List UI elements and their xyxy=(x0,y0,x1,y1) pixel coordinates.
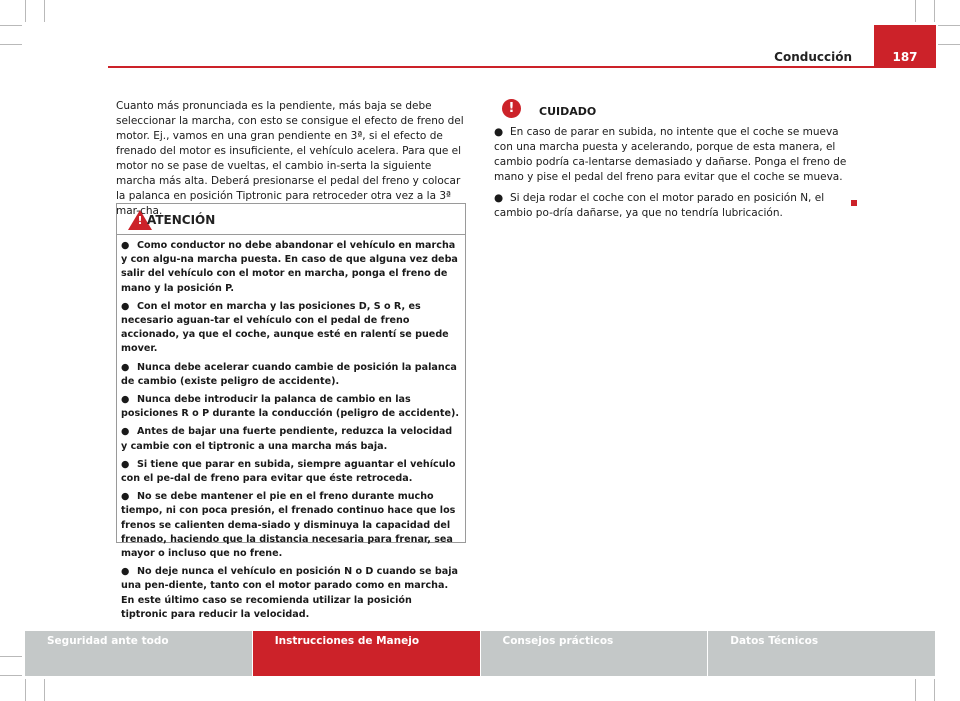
warning-exclamation: ! xyxy=(137,214,143,227)
crop-mark xyxy=(934,0,935,22)
bullet-icon: ● xyxy=(121,491,130,503)
bullet-icon: ● xyxy=(121,394,130,406)
list-item: ● Antes de bajar una fuerte pendiente, reduzca la velocidad y cambie con el tiptronic a una marcha más baja. xyxy=(121,426,453,452)
list-item: ● No se debe mantener el pie en el freno durante mucho tiempo, ni con poca presión, el frenado continuo hace que los frenos se calienten dema-siado y disminuya la capacidad del frenado, haciendo que la distancia necesaria para frenar, sea mayor o incluso que no frene. xyxy=(121,491,456,560)
list-item: ● Nunca debe introducir la palanca de cambio en las posiciones R o P durante la conducción (peligro de accidente). xyxy=(121,394,459,420)
caution-icon: ! xyxy=(502,99,521,118)
crop-mark xyxy=(44,0,45,22)
list-item: ● Como conductor no debe abandonar el vehículo en marcha y con algu-na marcha puesta. En caso de que alguna vez deba salir del vehículo con el motor en marcha, ponga el freno de mano y la posición P. xyxy=(121,240,458,294)
bullet-icon: ● xyxy=(121,300,130,312)
crop-mark xyxy=(25,0,26,22)
crop-mark xyxy=(0,44,22,45)
bullet-icon: ● xyxy=(494,126,504,138)
caution-header xyxy=(494,99,854,125)
caution-title: CUIDADO xyxy=(539,105,597,118)
crop-mark xyxy=(25,679,26,701)
warning-box xyxy=(116,203,466,620)
crop-mark xyxy=(915,0,916,22)
warning-body xyxy=(117,235,465,622)
crop-mark xyxy=(0,656,22,657)
crop-mark xyxy=(938,44,960,45)
bullet-icon: ● xyxy=(121,240,130,251)
crop-mark xyxy=(0,675,22,676)
warning-title: ATENCIÓN xyxy=(147,213,216,227)
crop-mark xyxy=(915,679,916,701)
intro-paragraph: Cuanto más pronunciada es la pendiente, más baja se debe seleccionar la marcha, con esto se consigue el efecto de freno del motor. Ej., vamos en una gran pendiente en 3ª, si el efecto de frenado del motor es insuficiente, el vehículo acelera. Para que el motor no se pase de vueltas, el cambio in-serta la siguiente marcha más alta. Deberá presionarse el pedal del freno y colocar la palanca en posición Tiptronic para retroceder otra vez a la 3ª mar-cha. xyxy=(116,100,464,217)
bullet-icon: ● xyxy=(121,566,130,578)
crop-mark xyxy=(934,679,935,701)
list-item: ● Nunca debe acelerar cuando cambie de posición la palanca de cambio (existe peligro de accidente). xyxy=(121,361,457,387)
tab-seguridad[interactable]: Seguridad ante todo xyxy=(25,631,253,676)
list-item: ● Si tiene que parar en subida, siempre aguantar el vehículo con el pe-dal de freno para evitar que éste retroceda. xyxy=(121,458,456,485)
tab-instrucciones[interactable]: Instrucciones de Manejo xyxy=(253,631,481,676)
warning-header xyxy=(117,204,465,235)
right-column xyxy=(494,99,854,227)
list-item: ● Si deja rodar el coche con el motor parado en posición N, el cambio po-dría dañarse, ya que no tendría lubricación. xyxy=(494,192,825,219)
list-item: ● Con el motor en marcha y las posiciones D, S o R, es necesario aguan-tar el vehículo con el pedal de freno accionado, ya que el coche, aunque esté en ralentí se puede mover. xyxy=(121,300,449,355)
bullet-icon: ● xyxy=(121,361,130,373)
crop-mark xyxy=(938,25,960,26)
bullet-icon: ● xyxy=(121,458,130,470)
crop-mark xyxy=(0,25,22,26)
tab-datos[interactable]: Datos Técnicos xyxy=(708,631,935,676)
crop-mark xyxy=(44,679,45,701)
page-number: 187 xyxy=(892,50,918,64)
footer-tabs xyxy=(25,631,935,676)
list-item: ● No deje nunca el vehículo en posición N o D cuando se baja una pen-diente, tanto con el motor parado como en marcha. En este último caso se recomienda utilizar la posición tiptronic para reducir la velocidad. xyxy=(121,566,458,620)
list-item: ● En caso de parar en subida, no intente que el coche se mueva con una marcha puesta y acelerando, porque de esta manera, el cambio podría ca-lentarse demasiado y dañarse. Ponga el freno de mano y pise el pedal del freno para evitar que el coche se mueva. xyxy=(494,126,847,183)
section-title: Conducción xyxy=(774,50,852,64)
section-end-marker xyxy=(851,200,857,206)
bullet-icon: ● xyxy=(121,426,130,438)
tab-consejos[interactable]: Consejos prácticos xyxy=(481,631,709,676)
bullet-icon: ● xyxy=(494,192,504,204)
header-rule xyxy=(108,66,936,68)
